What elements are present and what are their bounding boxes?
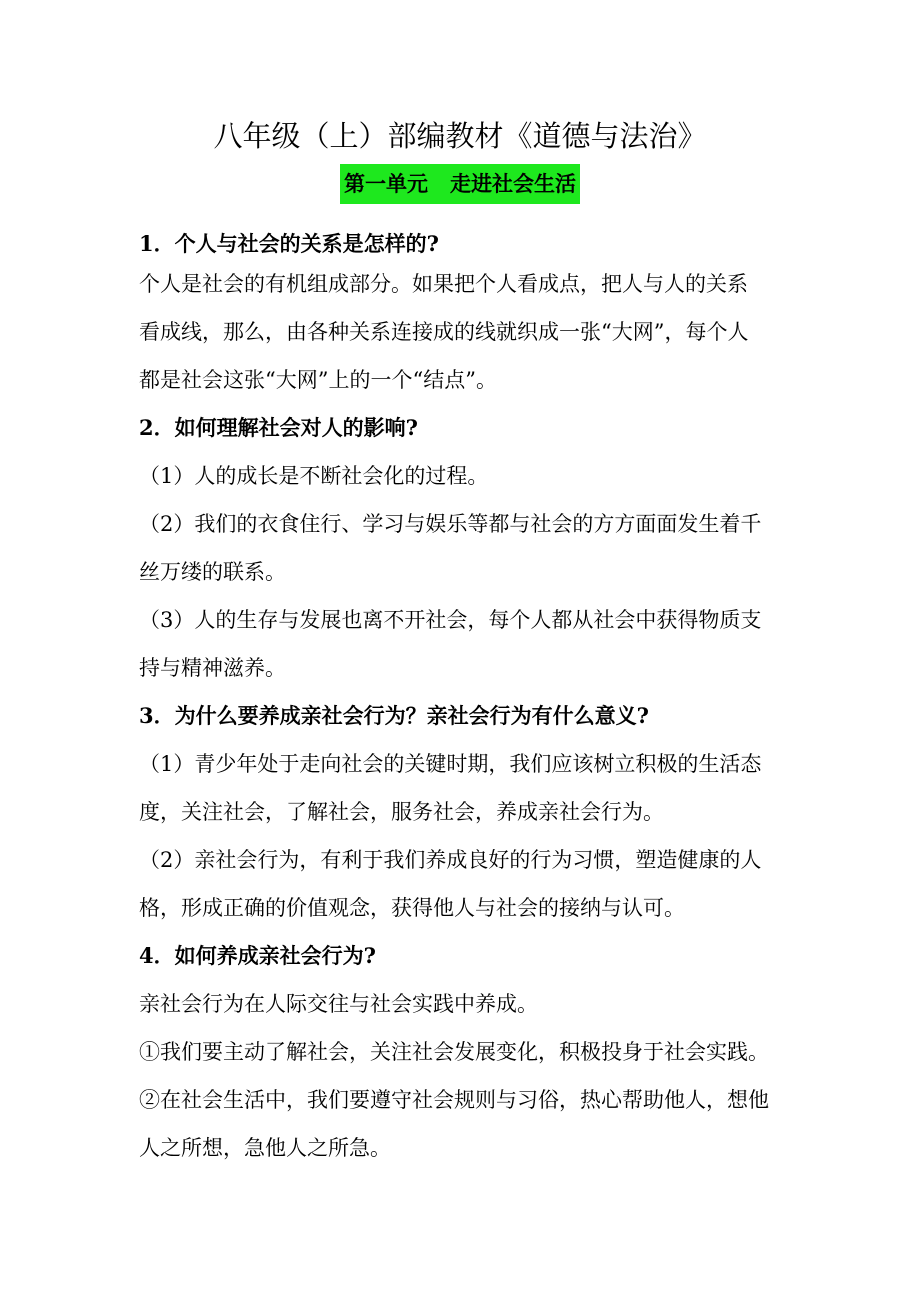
paragraph-line: （3）人的生存与发展也离不开社会，每个人都从社会中获得物质支	[139, 608, 762, 632]
paragraph-line: 人之所想，急他人之所急。	[139, 1136, 391, 1160]
question-1: 1．个人与社会的关系是怎样的?	[139, 231, 439, 256]
paragraph-line: ②在社会生活中，我们要遵守社会规则与习俗，热心帮助他人，想他	[139, 1088, 769, 1112]
paragraph-line: 丝万缕的联系。	[139, 560, 286, 584]
paragraph-line: 都是社会这张“大网”上的一个“结点”。	[139, 368, 497, 392]
question-3: 3．为什么要养成亲社会行为？亲社会行为有什么意义?	[139, 703, 649, 728]
paragraph-line: 度，关注社会，了解社会，服务社会，养成亲社会行为。	[139, 800, 664, 824]
paragraph-line: 格，形成正确的价值观念，获得他人与社会的接纳与认可。	[139, 896, 685, 920]
paragraph-line: 看成线，那么，由各种关系连接成的线就织成一张“大网”，每个人	[139, 320, 749, 344]
unit-heading: 第一单元 走进社会生活	[340, 164, 580, 204]
paragraph-line: （1）人的成长是不断社会化的过程。	[139, 464, 489, 488]
unit-heading-wrapper	[0, 164, 920, 204]
paragraph-line: （2）亲社会行为，有利于我们养成良好的行为习惯，塑造健康的人	[139, 848, 762, 872]
paragraph-line: 持与精神滋养。	[139, 656, 286, 680]
question-4: 4．如何养成亲社会行为?	[139, 943, 376, 968]
paragraph-line: （1）青少年处于走向社会的关键时期，我们应该树立积极的生活态	[139, 752, 762, 776]
document-title: 八年级（上）部编教材《道德与法治》	[213, 119, 707, 153]
paragraph-line: ①我们要主动了解社会，关注社会发展变化，积极投身于社会实践。	[139, 1040, 769, 1064]
paragraph-line: 亲社会行为在人际交往与社会实践中养成。	[139, 992, 538, 1016]
paragraph-line: 个人是社会的有机组成部分。如果把个人看成点，把人与人的关系	[139, 272, 748, 296]
paragraph-line: （2）我们的衣食住行、学习与娱乐等都与社会的方方面面发生着千	[139, 512, 762, 536]
question-2: 2．如何理解社会对人的影响?	[139, 415, 418, 440]
